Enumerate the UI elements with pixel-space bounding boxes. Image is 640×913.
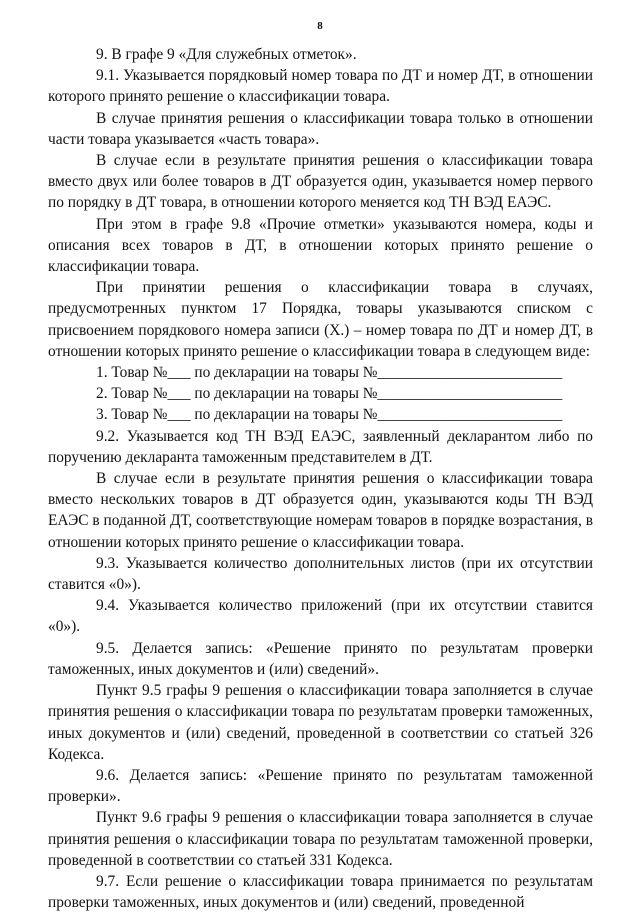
list-item-1: 1. Товар №___ по декларации на товары №________________________ [96, 364, 563, 382]
paragraph-9-1-other-marks: При этом в графе 9.8 «Прочие отметки» указываются номера, коды и описания всех товаров в ДТ, в отношении которых принято решение о классификации товара. [48, 215, 593, 276]
paragraph-9-1-merge: В случае если в результате принятия решения о классификации товара вместо двух или более товаров в ДТ образуется один, указывается номер первого по порядку в ДТ товара, в отношении которого меняется код ТН ВЭД ЕАЭС. [48, 152, 593, 212]
paragraph-9-4: 9.4. Указывается количество приложений (при их отсутствии ставится «0»). [48, 597, 593, 636]
paragraph-9-2: 9.2. Указывается код ТН ВЭД ЕАЭС, заявленный декларантом либо по поручению декларанта таможенным представителем в ДТ. [48, 427, 593, 466]
paragraph-9-1-part: В случае принятия решения о классификации товара только в отношении части товара указывается «часть товара». [48, 109, 593, 148]
paragraph-9-5-note: Пункт 9.5 графы 9 решения о классификации товара заполняется в случае принятия решения о классификации товара по результатам проверки таможенных, иных документов и (или) сведений, проведенной в соответствии со статьей 326 Кодекса. [48, 682, 593, 763]
paragraph-9-6-note: Пункт 9.6 графы 9 решения о классификации товара заполняется в случае принятия решения о классификации товара по результатам таможенной проверки, проведенной в соответствии со статьей 331 Кодекса. [48, 809, 593, 869]
paragraph-9-5: 9.5. Делается запись: «Решение принято по результатам проверки таможенных, иных документов и (или) сведений». [48, 639, 593, 678]
list-item-3: 3. Товар №___ по декларации на товары №________________________ [96, 406, 563, 424]
paragraph-9-7: 9.7. Если решение о классификации товара принимается по результатам проверки таможенных, иных документов и (или) сведений, проведенной [48, 872, 593, 912]
paragraph-9-1: 9.1. Указывается порядковый номер товара по ДТ и номер ДТ, в отношении которого принято решение о классификации товара. [48, 67, 593, 106]
paragraph-9-1-list-intro: При принятии решения о классификации товара в случаях, предусмотренных пунктом 17 Порядка, товары указываются списком с присвоением порядкового номера записи (Х.) – номер товара по ДТ и номер ДТ, в отношении которых принято решение о классификации товара в следующем виде: [48, 279, 593, 360]
paragraph-9-2-merge: В случае если в результате принятия решения о классификации товара вместо нескольких товаров в ДТ образуется один, указываются коды ТН ВЭД ЕАЭС в поданной ДТ, соответствующие номерам товаров в порядке возрастания, в отношении которых принято решение о классификации товара. [48, 470, 593, 551]
paragraph-9-3: 9.3. Указывается количество дополнительных листов (при их отсутствии ставится «0»). [48, 554, 593, 594]
paragraph-9-6: 9.6. Делается запись: «Решение принято по результатам таможенной проверки». [48, 766, 593, 806]
list-item-2: 2. Товар №___ по декларации на товары №________________________ [96, 385, 563, 403]
page-number: 8 [317, 20, 323, 32]
document-body [48, 44, 593, 913]
paragraph-9: 9. В графе 9 «Для служебных отметок». [96, 46, 357, 63]
